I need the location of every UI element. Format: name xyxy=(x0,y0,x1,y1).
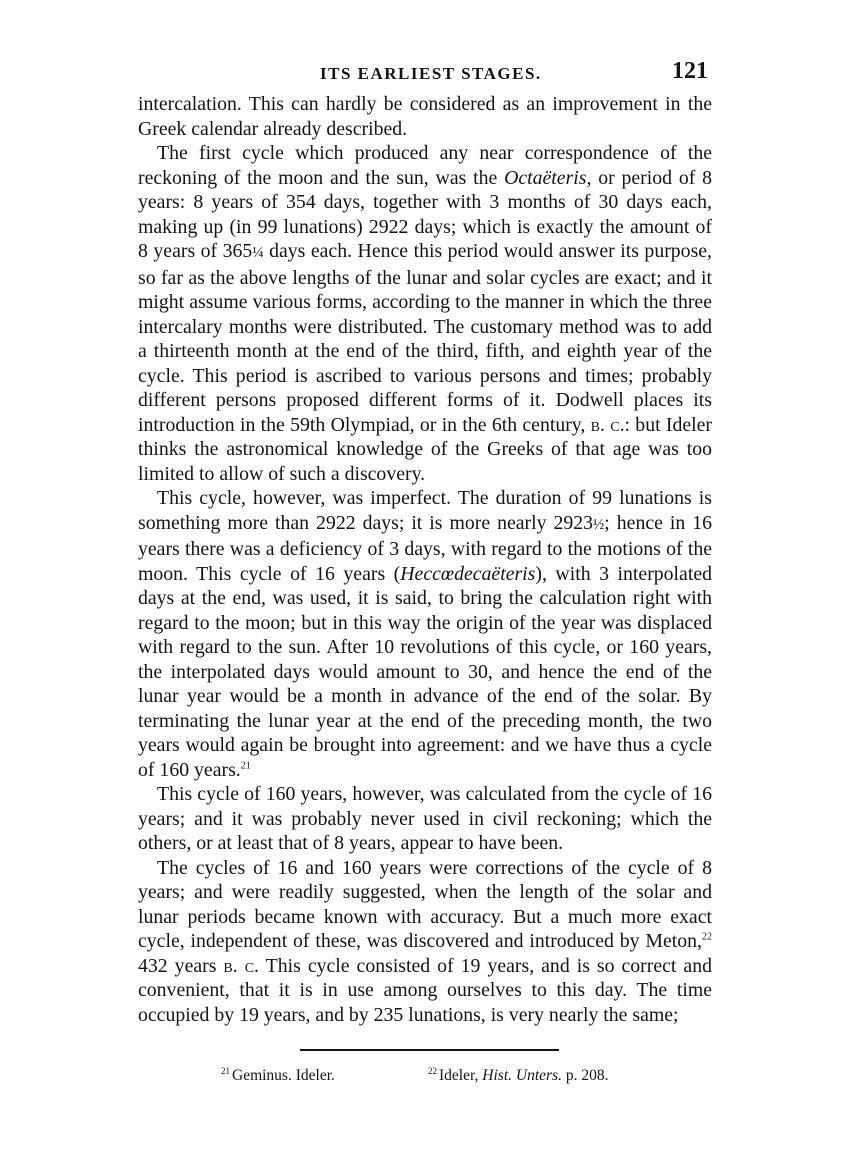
footnotes xyxy=(0,1067,850,1091)
footnote-21 xyxy=(221,1067,335,1085)
paragraph-text: ), with 3 interpolated days at the end, was used, it is said, to bring the calculation right with regard to the moon; but in this way the origin of the year was displaced with regard to the sun. After 10 revolutions of this cycle, or 160 years, the interpolated days would amount to 30, and hence the end of the lunar year would be a month in advance of the end of the solar. By terminating the lunar year at the end of the preceding month, the two years would again be brought into agreement: and we have thus a cycle of 160 years. xyxy=(138,562,713,781)
paragraph xyxy=(138,92,712,141)
footnote-mark: 22 xyxy=(428,1065,437,1076)
footnote-mark: 21 xyxy=(221,1065,230,1076)
paragraph-text: ; hence in 16 years there was a deficiency of 3 days, with regard to the motions of the moon. This cycle of 16 years ( xyxy=(138,511,713,585)
italic-term: Octaëteris xyxy=(504,166,587,189)
paragraph-text: The first cycle which produced any near correspondence of the reckoning of the moon and the sun, was the xyxy=(138,142,712,189)
paragraph-text: days each. Hence this period would answer its purpose, so far as the above lengths of the lunar and solar cycles are exact; and it might assume various forms, according to the manner in which the three intercalary months were distributed. The customary method was to add a thirteenth month at the end of the third, fifth, and eighth year of the cycle. This period is ascribed to various persons and times; probably different persons proposed different forms of it. Dodwell places its introduction in the 59th Olympiad, or in the 6th century, xyxy=(138,240,712,436)
footnote-22 xyxy=(428,1067,608,1085)
running-head: ITS EARLIEST STAGES. xyxy=(320,64,542,83)
fraction: ½ xyxy=(593,516,605,533)
footnote-text: Geminus. Ideler. xyxy=(232,1067,335,1084)
page-header xyxy=(0,60,850,90)
page-number: 121 xyxy=(672,58,708,84)
paragraph-text: , or period of 8 years: 8 years of 354 days, together with 3 months of 30 days each, making up (in 99 lunations) 2922 days; which is exactly the amount of 8 years of 365 xyxy=(138,166,713,262)
paragraph xyxy=(138,141,712,486)
paragraph-text: The cycles of 16 and 160 years were corrections of the cycle of 8 years; and were readily suggested, when the length of the solar and lunar periods became known with accuracy. But a much more exact cycle, independent of these, was discovered and introduced by Meton, xyxy=(138,856,712,952)
paragraph xyxy=(138,782,712,856)
paragraph-text: : but Ideler thinks the astronomical knowledge of the Greeks of that age was too limited to allow of such a discovery. xyxy=(138,413,712,485)
paragraph xyxy=(138,486,712,782)
body-text xyxy=(138,92,712,1027)
footnote-rule xyxy=(300,1049,559,1051)
footnote-ref: 22 xyxy=(702,931,712,943)
paragraph-text: This cycle consisted of 19 years, and is so correct and convenient, that it is in use among ourselves to this day. The time occupied by 19 years, and by 235 lunations, is very nearly the same; xyxy=(138,954,712,1026)
footnote-text: Ideler, xyxy=(439,1067,483,1084)
footnote-work-title: Hist. Unters. xyxy=(482,1067,562,1084)
footnote-ref: 21 xyxy=(240,759,251,771)
fraction: ¼ xyxy=(252,245,264,261)
paragraph-text: intercalation. This can hardly be considered as an improvement in the Greek calendar already described. xyxy=(138,93,712,140)
paragraph-text: This cycle, however, was imperfect. The duration of 99 lunations is something more than 2922 days; it is more nearly 2923 xyxy=(138,487,712,534)
paragraph-text: This cycle of 160 years, however, was calculated from the cycle of 16 years; and it was probably never used in civil reckoning; which the others, or at least that of 8 years, appear to have been. xyxy=(138,783,712,854)
footnote-text: p. 208. xyxy=(561,1067,609,1084)
paragraph-text: 432 years xyxy=(138,954,224,977)
era-abbreviation: b. c. xyxy=(223,954,259,977)
paragraph xyxy=(138,856,712,1028)
italic-term: Heccœdecaëteris xyxy=(400,562,536,585)
era-abbreviation: b. c. xyxy=(590,413,625,436)
